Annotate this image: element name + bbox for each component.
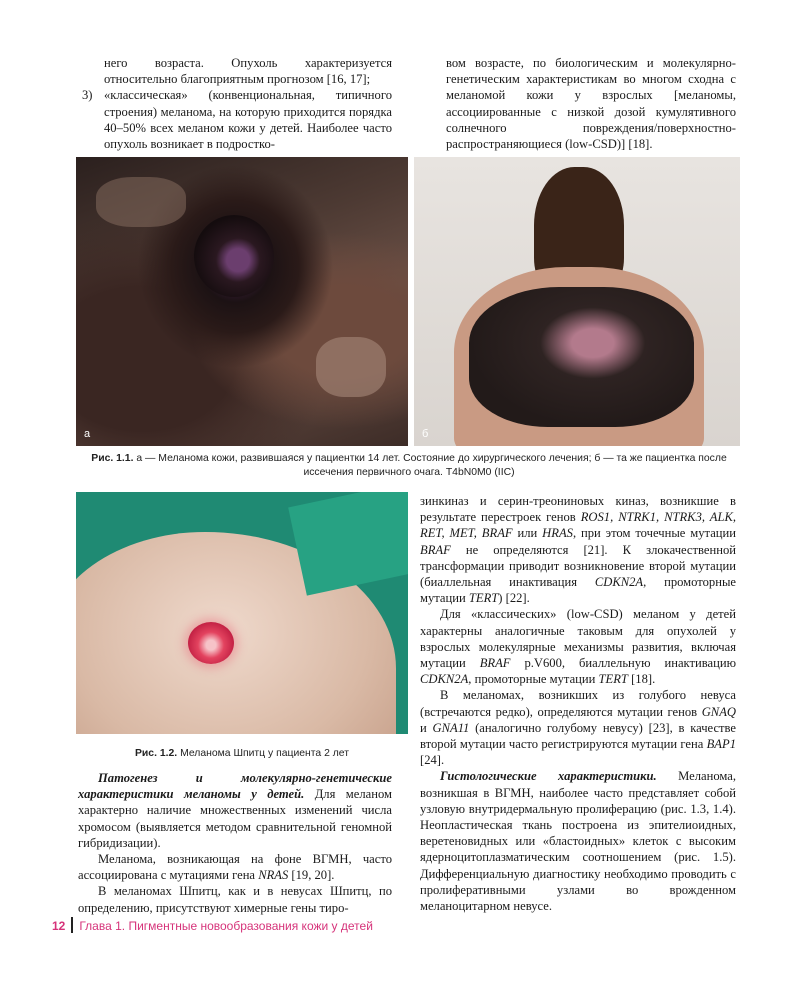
gene-name: BRAF <box>420 542 451 557</box>
text: или <box>512 526 543 541</box>
gene-name: GNA11 <box>432 720 470 735</box>
skin-patch <box>96 177 186 227</box>
caption-text: а — Меланома кожи, развившаяся у пациентки 14 лет. Состояние до хирургического лечения; б — та же пациентка после иссечения первичного очага. T4bN0M0 (IIC) <box>133 453 727 478</box>
list-item-text: «классическая» (конвенциональная, типичного строения) меланома, на которую приходится порядка 40–50% всех меланом кожи у детей. Наиболее часто опухоль возникает в подростко- <box>104 88 392 152</box>
figure-1-1-caption <box>82 452 736 480</box>
text: [18]. <box>627 672 656 687</box>
list-item <box>78 87 392 152</box>
paragraph <box>420 687 736 768</box>
text: [24]. <box>420 753 445 768</box>
top-left-column <box>78 55 392 152</box>
figure-1-1b-photo <box>414 157 740 446</box>
caption-label: Рис. 1.2. <box>134 748 178 759</box>
text: не определяются [21]. К злокачественной трансформации приводит возникновение второй мутации (биаллельная инактивация <box>420 542 736 590</box>
skin-patch <box>316 337 386 397</box>
text: ) [22]. <box>498 591 530 606</box>
bottom-left-column <box>78 770 392 916</box>
paragraph: В меланомах Шпитц, как и в невусах Шпитц, по определению, присутствуют химерные гены тиро- <box>78 884 392 915</box>
lesion-shape <box>194 215 274 297</box>
lesion-shape <box>188 622 234 664</box>
figure-1-2-caption <box>76 747 408 761</box>
page-number: 12 <box>52 919 66 933</box>
paragraph <box>420 493 736 606</box>
gene-name: CDKN2A <box>420 672 469 687</box>
top-right-column <box>420 55 736 152</box>
text: p.V600, биаллельную инактивацию <box>510 656 736 671</box>
list-number: 3) <box>82 88 93 103</box>
figure-label-a: а <box>84 428 91 440</box>
paragraph <box>420 606 736 687</box>
text: Меланома, возникающая на фоне ВГМН, часто ассоциирована с мутациями гена <box>78 852 392 883</box>
text: , промоторные мутации <box>468 672 599 687</box>
text: [19, 20]. <box>288 868 335 883</box>
figure-1-2-photo <box>76 492 408 734</box>
paragraph <box>78 851 392 883</box>
caption-text: Меланома Шпитц у пациента 2 лет <box>177 748 349 759</box>
gene-name: NRAS <box>258 868 289 883</box>
paragraph: него возраста. Опухоль характеризуется относительно благоприятным прогнозом [16, 17]; <box>104 56 392 87</box>
bottom-right-column <box>420 493 736 914</box>
page-footer <box>52 917 373 933</box>
cloth-shape <box>288 492 408 596</box>
gene-name: GNAQ <box>701 704 736 719</box>
caption-label: Рис. 1.1. <box>91 453 134 464</box>
text: и <box>420 720 433 735</box>
figure-1-1a-photo <box>76 157 408 446</box>
gene-name: BAP1 <box>706 737 736 752</box>
gene-name: BRAF <box>479 656 511 671</box>
footer-divider <box>71 917 73 933</box>
gene-name: TERT <box>598 672 628 687</box>
gene-name: ROS1, NTRK1, NTRK3, ALK, RET, MET, BRAF <box>420 510 736 541</box>
pigmented-area <box>469 287 694 427</box>
text: Меланома, возникшая в ВГМН, наиболее часто представляет собой узловую внутридермальную пролиферацию (рис. 1.3, 1.4). Неопластическая ткань построена из эпителиоидных, веретеновидных или «бластоидных» клеток с высоким ядерноцитоплазматическим соотношением (рис. 1.5). Дифференциальную диагностику необходимо проводить с пролиферативными узлами во врожденном меланоцитарном невусе. <box>420 769 737 914</box>
text: , при этом точечные мутации <box>572 526 737 541</box>
gene-name: CDKN2A <box>594 575 644 590</box>
chapter-title: Глава 1. Пигментные новообразования кожи у детей <box>79 919 373 933</box>
paragraph <box>420 768 736 914</box>
paragraph <box>78 770 392 851</box>
text: Для «классических» (low-CSD) меланом у детей характерны аналогичные таковым для опухолей у взрослых молекулярные механизмы развития, включая мутации <box>420 607 736 671</box>
text: , промоторные мутации <box>420 575 736 606</box>
figure-label-b: б <box>422 428 429 440</box>
gene-name: HRAS <box>542 526 573 541</box>
text: Для меланом характерно наличие множественных изменений числа хромосом (выявляется методом сравнительной геномной гибридизации). <box>78 787 392 850</box>
gene-name: TERT <box>468 591 499 606</box>
section-heading: Патогенез и молекулярно-генетические характеристики меланомы у детей. <box>78 771 392 802</box>
text: (аналогично голубому невусу) [23], в качестве второй мутации часто регистрируются мутации гена <box>420 720 736 752</box>
text: В меланомах, возникших из голубого невуса (встречаются редко), определяются мутации генов <box>420 688 736 719</box>
paragraph: вом возрасте, по биологическим и молекулярно-генетическим характеристикам во многом сходна с меланомой кожи у взрослых [меланомы, ассоциированные с низкой дозой кумулятивного солнечного повреждения/поверхностно-распространяющиеся (low-CSD)] [18]. <box>446 56 736 152</box>
text: зинкиназ и серин-треониновых киназ, возникшие в результате перестроек генов <box>420 494 736 525</box>
section-heading: Гистологические характеристики. <box>440 769 657 784</box>
